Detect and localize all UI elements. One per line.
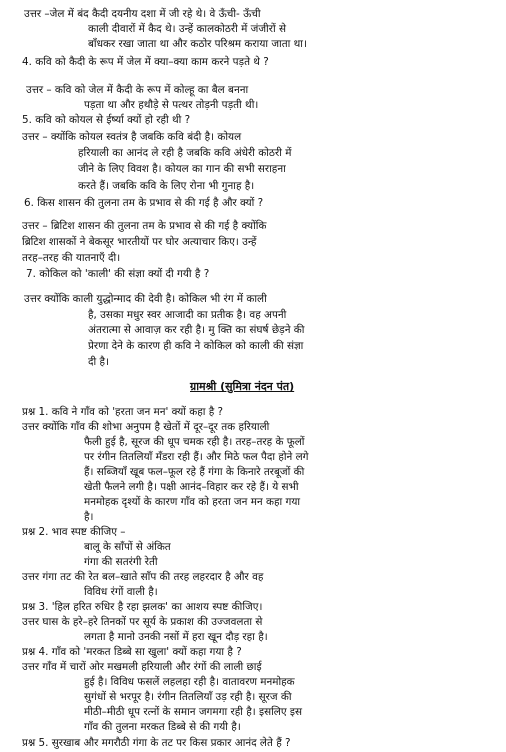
answer-line: काली दीवारों में कैद थे। उन्हें कालकोठरी में जंजीरों से — [88, 23, 287, 35]
answer-line: मनमोहक दृश्यों के कारण गाँव को हरता जन मन कहा गया — [84, 496, 301, 508]
answer-line: सुगंधों से भरपूर है। रंगीन तितलियाँ उड़ रही है। सूरज की — [84, 691, 292, 703]
answer-line: करते हैं। जबकि कवि के लिए रोना भी गुनाह है। — [78, 180, 255, 192]
answer-line: दी है। — [88, 356, 109, 368]
answer-line: उत्तर – क्योंकि कोयल स्वतंत्र है जबकि कवि बंदी है। कोयल — [22, 131, 242, 143]
question-line: 7. कोकिल को 'काली' की संज्ञा क्यों दी गयी है ? — [26, 268, 210, 280]
question-line: प्रश्न 4. गाँव को 'मरकत डिब्बे सा खुला' क्यों कहा गया है ? — [22, 646, 242, 658]
answer-line: उत्तर क्योंकि काली युद्धोन्माद की देवी है। कोकिल भी रंग में काली — [24, 293, 267, 305]
question-line: प्रश्न 1. कवि ने गाँव को 'हरता जन मन' क्यों कहा है ? — [22, 406, 224, 418]
answer-line: पर रंगीन तितलियाँ मँडरा रही हैं। और मिठे फल पैदा होने लगे — [84, 451, 309, 463]
question-line: प्रश्न 3. 'हिल हरित रुधिर है रहा झलक' का आशय स्पष्ट कीजिए। — [22, 601, 263, 613]
answer-line: मीठी–मीठी धूप रत्नों के समान जगमगा रही है। इसलिए इस — [84, 706, 303, 718]
section-heading: ग्रामश्री (सुमित्रा नंदन पंत) — [190, 380, 295, 393]
answer-line: उत्तर – ब्रिटिश शासन की तुलना तम के प्रभाव से की गई है क्योंकि — [22, 220, 267, 232]
answer-line: है, उसका मधुर स्वर आजादी का प्रतीक है। वह अपनी — [88, 309, 287, 321]
question-line: 6. किस शासन की तुलना तम के प्रभाव से की गई है और क्यों ? — [24, 197, 264, 209]
answer-line: उत्तर घास के हरे–हरे तिनकों पर सूर्य के प्रकाश की उज्जवलता से — [22, 616, 263, 628]
answer-line: उत्तर गंगा तट की रेत बल–खाते साँप की तरह लहरदार है और वह — [22, 571, 264, 583]
answer-line: जीने के लिए विवश है। कोयल का गान की सभी सराहना — [78, 163, 286, 175]
answer-line: खेती फैलने लगी है। पक्षी आनंद–विहार कर रहे हैं। ये सभी — [84, 481, 299, 493]
question-line: प्रश्न 5. सुरखाब और मगरौठी गंगा के तट पर किस प्रकार आनंद लेते हैं ? — [22, 737, 291, 749]
verse-line: गंगा की सतरंगी रेती — [84, 556, 158, 568]
answer-line: है। — [84, 511, 94, 523]
answer-line: हुई है। विविध फसलें लहलहा रही है। वातावरण मनमोहक — [84, 676, 295, 688]
answer-line: लगता है मानो उनकी नसों में हरा खून दौड़ रहा है। — [84, 631, 268, 643]
answer-line: तरह–तरह की यातनाएँ दी। — [22, 252, 121, 264]
answer-line: उत्तर क्योंकि गाँव की शोभा अनुपम है खेतों में दूर–दूर तक हरियाली — [22, 421, 270, 433]
question-line: 4. कवि को कैदी के रूप में जेल में क्या–क्या काम करने पड़ते थे ? — [22, 56, 269, 68]
answer-line: फैली हुई है, सूरज की धूप चमक रही है। तरह–तरह के फूलों — [84, 436, 305, 448]
verse-line: बालू के साँपों से अंकित — [84, 541, 171, 553]
answer-line: हरियाली का आनंद ले रही है जबकि कवि अंधेरी कोठरी में — [78, 147, 292, 159]
answer-line: प्रेरणा देने के कारण ही कवि ने कोकिल को काली की संज्ञा — [88, 340, 304, 352]
answer-line: उत्तर गाँव में चारों ओर मखमली हरियाली और रंगों की लाली छाई — [22, 661, 262, 673]
question-line: 5. कवि को कोयल से ईर्ष्या क्यों हो रही थी ? — [22, 114, 191, 126]
answer-line: उत्तर –जेल में बंद कैदी दयनीय दशा में जी रहे थे। वे ऊँची- ऊँची — [24, 8, 261, 20]
answer-line: गाँव की तुलना मरकत डिब्बे से की गयी है। — [84, 721, 241, 733]
answer-line: पड़ता था और हथौड़े से पत्थर तोड़नी पड़ती थी। — [84, 99, 259, 111]
answer-line: ब्रिटिश शासकों ने बेकसूर भारतीयों पर घोर अत्याचार किए। उन्हें — [22, 236, 257, 248]
answer-line: अंतरात्मा से आवाज़ कर रही है। मु क्ति का संघर्ष छेड़ने की — [88, 324, 305, 336]
answer-line: उत्तर – कवि को जेल में कैदी के रूप में कोल्हू का बैल बनना — [26, 84, 249, 96]
answer-line: बाँधकर रखा जाता था और कठोर परिश्रम कराया जाता था। — [88, 38, 307, 50]
answer-line: विविध रंगों वाली है। — [84, 586, 158, 598]
question-line: प्रश्न 2. भाव स्पष्ट कीजिए – — [22, 526, 126, 538]
answer-line: हैं। सब्जियाँ खूब फल–फूल रहे हैं गंगा के किनारे तरबूजों की — [84, 466, 305, 478]
